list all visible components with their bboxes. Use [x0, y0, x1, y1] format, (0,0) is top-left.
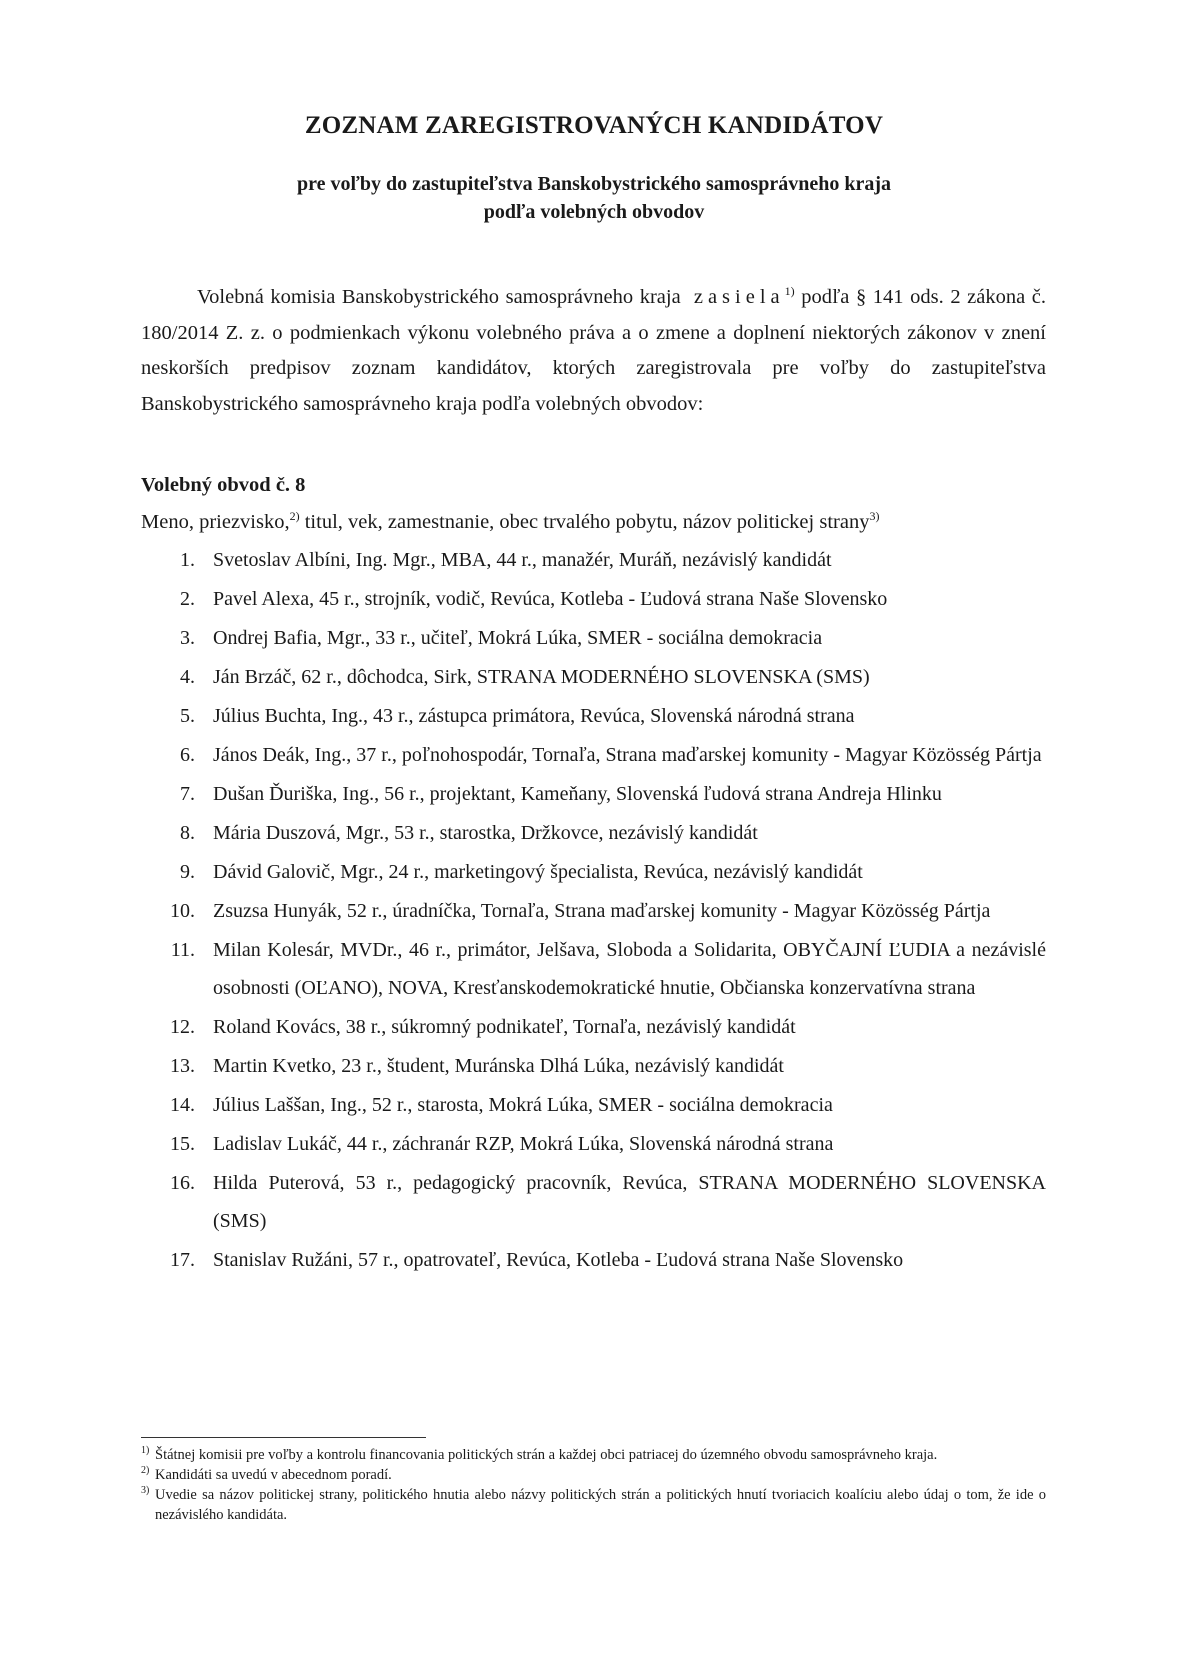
candidate-number: 2.	[180, 588, 195, 610]
candidate-text: Roland Kovács, 38 r., súkromný podnikateľ, Tornaľa, nezávislý kandidát	[213, 1016, 796, 1038]
candidate-item	[141, 1008, 1046, 1046]
column-description-part-1: Meno, priezvisko,	[141, 511, 290, 533]
subtitle-line-2: podľa volebných obvodov	[483, 201, 705, 223]
candidate-item	[141, 736, 1046, 774]
candidate-number: 15.	[170, 1133, 195, 1155]
candidate-number: 16.	[170, 1172, 195, 1194]
footnote-item: $^{1)}$ Štátnej komisii pre voľby a kontrolu financovania politických strán a každej obci patriacej do územného obvodu samosprávneho kraja.	[141, 1445, 938, 1463]
candidate-text: Svetoslav Albíni, Ing. Mgr., MBA, 44 r., manažér, Muráň, nezávislý kandidát	[213, 549, 832, 571]
candidate-text: Dušan Ďuriška, Ing., 56 r., projektant, Kameňany, Slovenská ľudová strana Andreja Hlinku	[213, 783, 942, 805]
footnotes	[141, 1445, 1046, 1525]
page-subtitle	[0, 170, 1188, 226]
candidate-item	[141, 580, 1046, 618]
candidate-item	[141, 1047, 1046, 1085]
page-title: ZOZNAM ZAREGISTROVANÝCH KANDIDÁTOV	[304, 112, 884, 139]
column-description	[141, 511, 1046, 534]
candidate-item	[141, 697, 1046, 735]
candidate-text: Ladislav Lukáč, 44 r., záchranár RZP, Mokrá Lúka, Slovenská národná strana	[213, 1133, 834, 1155]
intro-paragraph	[141, 280, 1046, 422]
candidate-number: 10.	[170, 900, 195, 922]
candidate-number: 4.	[180, 666, 195, 688]
subtitle-line-1: pre voľby do zastupiteľstva Banskobystrického samosprávneho kraja	[297, 173, 891, 195]
candidate-text: Pavel Alexa, 45 r., strojník, vodič, Revúca, Kotleba - Ľudová strana Naše Slovensko	[213, 588, 888, 610]
candidate-list	[141, 541, 1046, 1280]
candidate-item	[141, 1164, 1046, 1240]
candidate-item	[141, 658, 1046, 696]
candidate-text: Zsuzsa Hunyák, 52 r., úradníčka, Tornaľa, Strana maďarskej komunity - Magyar Közösség Pártja	[213, 900, 991, 922]
candidate-item	[141, 814, 1046, 852]
candidate-number: 3.	[180, 627, 195, 649]
candidate-text: Július Buchta, Ing., 43 r., zástupca primátora, Revúca, Slovenská národná strana	[213, 705, 855, 727]
candidate-number: 12.	[170, 1016, 195, 1038]
candidate-item	[141, 1125, 1046, 1163]
footnote-text: Kandidáti sa uvedú v abecednom poradí.	[155, 1467, 392, 1483]
candidate-number: 1.	[180, 549, 195, 571]
column-description-part-2: titul, vek, zamestnanie, obec trvalého pobytu, názov politickej strany	[304, 511, 870, 533]
candidate-item	[141, 619, 1046, 657]
candidate-text: Július Laššan, Ing., 52 r., starosta, Mokrá Lúka, SMER - sociálna demokracia	[213, 1094, 833, 1116]
candidate-text: Milan Kolesár, MVDr., 46 r., primátor, Jelšava, Sloboda a Solidarita, OBYČAJNÍ ĽUDIA a nezávislé osobnosti (OĽANO), NOVA, Kresťanskodemokratické hnutie, Občianska konzervatívna strana	[213, 939, 1046, 999]
candidate-number: 17.	[170, 1249, 195, 1271]
candidate-number: 6.	[180, 744, 195, 766]
candidate-number: 14.	[170, 1094, 195, 1116]
candidate-number: 7.	[180, 783, 195, 805]
candidate-text: Ondrej Bafia, Mgr., 33 r., učiteľ, Mokrá Lúka, SMER - sociálna demokracia	[213, 627, 823, 649]
candidate-text: Ján Brzáč, 62 r., dôchodca, Sirk, STRANA MODERNÉHO SLOVENSKA (SMS)	[213, 666, 870, 688]
candidate-item	[141, 541, 1046, 579]
candidate-number: 11.	[170, 939, 195, 961]
candidate-text: Dávid Galovič, Mgr., 24 r., marketingový špecialista, Revúca, nezávislý kandidát	[213, 861, 863, 883]
candidate-number: 9.	[180, 861, 195, 883]
footnote-ref-1: 1)	[784, 284, 795, 299]
candidate-text: Hilda Puterová, 53 r., pedagogický pracovník, Revúca, STRANA MODERNÉHO SLOVENSKA (SMS)	[213, 1172, 1046, 1232]
candidate-item	[141, 775, 1046, 813]
intro-spaced-word: zasiela	[693, 286, 785, 308]
footnote-ref-2: 2)	[289, 509, 300, 524]
footnote-divider	[141, 1437, 426, 1438]
candidate-number: 13.	[170, 1055, 195, 1077]
intro-text-part-2: podľa § 141 ods. 2 zákona č. 180/2014 Z. z. o podmienkach výkonu volebného práva a o zmene a doplnení niektorých zákonov v znení neskorších predpisov zoznam kandidátov, ktorých zaregistrovala pre voľby do zastupiteľstva Banskobystrického samosprávneho kraja podľa volebných obvodov:	[141, 286, 1047, 415]
section-heading: Volebný obvod č. 8	[141, 474, 306, 496]
intro-text-part-1: Volebná komisia Banskobystrického samosprávneho kraja	[197, 286, 681, 308]
candidate-number: 8.	[180, 822, 195, 844]
candidate-item	[141, 1241, 1046, 1279]
candidate-item	[141, 931, 1046, 1007]
candidate-text: Martin Kvetko, 23 r., študent, Muránska Dlhá Lúka, nezávislý kandidát	[213, 1055, 784, 1077]
candidate-item	[141, 853, 1046, 891]
footnote-text: Uvedie sa názov politickej strany, politického hnutia alebo názvy politických strán a politických hnutí tvoriacich koalíciu alebo údaj o tom, že ide o nezávislého kandidáta.	[155, 1487, 1046, 1523]
candidate-item	[141, 892, 1046, 930]
candidate-text: Mária Duszová, Mgr., 53 r., starostka, Držkovce, nezávislý kandidát	[213, 822, 758, 844]
candidate-number: 5.	[180, 705, 195, 727]
footnote-ref-3: 3)	[869, 509, 880, 524]
footnote-item: $^{2)}$ Kandidáti sa uvedú v abecednom poradí.	[141, 1465, 392, 1483]
footnote-text: Štátnej komisii pre voľby a kontrolu financovania politických strán a každej obci patriacej do územného obvodu samosprávneho kraja.	[155, 1447, 938, 1463]
candidate-text: Stanislav Ružáni, 57 r., opatrovateľ, Revúca, Kotleba - Ľudová strana Naše Slovensko	[213, 1249, 904, 1271]
candidate-text: János Deák, Ing., 37 r., poľnohospodár, Tornaľa, Strana maďarskej komunity - Magyar Közösség Pártja	[213, 744, 1042, 766]
footnote-item: $^{3)}$ Uvedie sa názov politickej strany, politického hnutia alebo názvy politických strán a politických hnutí tvoriacich koalíciu alebo údaj o tom, že ide o nezávislého kandidáta.	[141, 1485, 1046, 1523]
candidate-item	[141, 1086, 1046, 1124]
